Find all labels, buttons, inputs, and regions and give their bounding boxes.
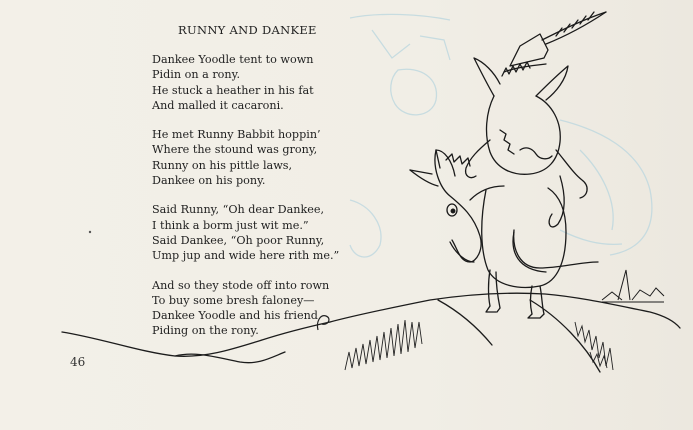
poem-title: RUNNY AND DANKEE <box>178 23 317 37</box>
poem-line: Runny on his pittle laws, <box>152 158 293 172</box>
poem-line: Dankee Yoodle tent to wown <box>152 53 314 66</box>
poem-line: And so they stode off into rown <box>152 278 330 292</box>
ground-curl <box>317 316 328 330</box>
poem-line: He stuck a heather in his fat <box>152 83 314 97</box>
poem-line: Said Dankee, “Oh poor Runny, <box>152 233 325 247</box>
distant-town <box>602 270 664 302</box>
grass-scribbles <box>345 320 613 370</box>
poem-line: I think a borm just wit me.” <box>152 218 309 232</box>
show-through-drawing <box>350 14 652 257</box>
poem-line: Where the stound was grony, <box>152 143 318 157</box>
poem-line: To buy some bresh faloney— <box>152 293 315 307</box>
page-number: 46 <box>70 355 86 369</box>
poem-line: Dankee Yoodle and his friend <box>152 309 318 323</box>
poem-line: Ump jup and wide here rith me.” <box>152 249 340 263</box>
margin-dot <box>89 231 91 233</box>
poem-line: And malled it cacaroni. <box>152 98 284 112</box>
poem-line: Said Runny, “Oh dear Dankee, <box>152 203 325 217</box>
poem-line: He met Runny Babbit hoppin’ <box>152 128 321 142</box>
poem-line: Piding on the rony. <box>152 324 259 338</box>
poem-line: Pidin on a rony. <box>152 68 241 82</box>
rider-drawing <box>466 12 606 227</box>
poem-line: Dankee on his pony. <box>152 174 266 188</box>
hills <box>62 293 680 372</box>
